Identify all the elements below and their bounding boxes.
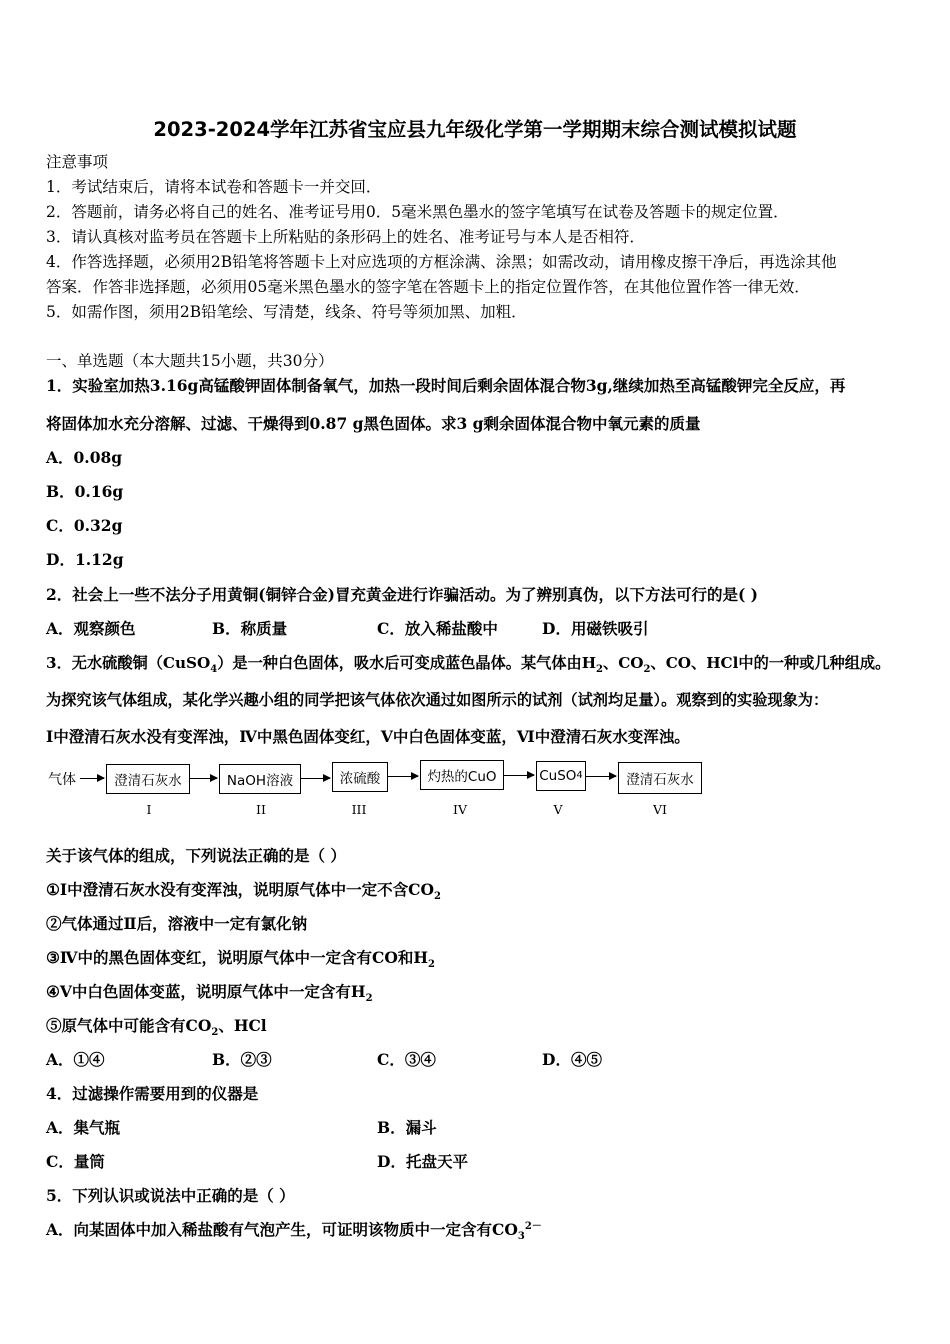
q1-option-d: D．1.12g	[46, 550, 124, 569]
box-limewater-1: 澄清石灰水	[106, 764, 190, 794]
q3-option-a: A．①④	[46, 1050, 105, 1069]
notice-item-5: 5．如需作图，须用2B铅笔绘、写清楚，线条、符号等须加黑、加粗．	[46, 303, 527, 321]
box-hot-cuo: 灼热的CuO	[420, 760, 504, 790]
q3-statement-4: ④V中白色固体变蓝，说明原气体中一定含有$H_2$	[46, 982, 373, 1005]
q4-option-b: B．漏斗	[377, 1118, 437, 1137]
notice-item-4: 4．作答选择题，必须用2B铅笔将答题卡上对应选项的方框涂满、涂黑；如需改动，请用橡皮擦干净后，再选涂其他	[46, 253, 837, 271]
arrow-icon	[80, 778, 104, 779]
q3-statement-2: ②气体通过Ⅱ后，溶液中一定有氯化钠	[46, 914, 308, 933]
box-cuso4: CuSO 4	[536, 761, 586, 791]
arrow-icon	[586, 776, 616, 777]
q3-option-b: B．②③	[212, 1050, 272, 1069]
label-iv: IV	[453, 802, 467, 817]
q3-statement-5: ⑤原气体中可能含有$CO_2$、HCl	[46, 1016, 267, 1039]
q5-option-a: A．向某固体中加入稀盐酸有气泡产生，可证明该物质中一定含有$CO_3^{2-}$	[46, 1220, 542, 1243]
box-naoh: NaOH溶液	[219, 764, 301, 794]
notice-item-3: 3．请认真核对监考员在答题卡上所粘贴的条形码上的姓名、准考证号与本人是否相符．	[46, 228, 645, 246]
q4-option-d: D．托盘天平	[377, 1152, 468, 1171]
q3-statement-3: ③Ⅳ中的黑色固体变红，说明原气体中一定含有CO和$H_2$	[46, 948, 435, 971]
q1-stem-line2: 将固体加水充分溶解、过滤、干燥得到0.87 g黑色固体。求3 g剩余固体混合物中氧元素的质量	[46, 414, 701, 433]
q2-option-d: D．用磁铁吸引	[542, 619, 649, 638]
arrow-icon	[504, 775, 534, 776]
label-i: I	[146, 802, 152, 817]
q3-ask: 关于该气体的组成，下列说法正确的是（ ）	[46, 846, 346, 865]
q3-stem-line1: 3．无水硫酸铜（CuSO$_4$）是一种白色固体，吸水后可变成蓝色晶体。某气体由$H_2$、$CO_2$、CO、HCl中的一种或几种组成。	[46, 654, 891, 676]
label-vi: VI	[653, 802, 667, 817]
gas-inlet-label: 气体	[48, 772, 76, 788]
q2-option-a: A．观察颜色	[46, 619, 136, 638]
q4-option-a: A．集气瓶	[46, 1118, 121, 1137]
box-limewater-2: 澄清石灰水	[618, 762, 702, 794]
q3-option-d: D．④⑤	[542, 1050, 602, 1069]
q4-stem: 4．过滤操作需要用到的仪器是	[46, 1084, 259, 1103]
q3-stem-line3: I中澄清石灰水没有变浑浊，Ⅳ中黑色固体变红，V中白色固体变蓝，Ⅵ中澄清石灰水变浑浊。	[46, 727, 690, 746]
q4-option-c: C．量筒	[46, 1152, 105, 1171]
q2-option-c: C．放入稀盐酸中	[377, 619, 498, 638]
label-iii: III	[351, 802, 367, 817]
notice-item-2: 2．答题前，请务必将自己的姓名、准考证号用0．5毫米黑色墨水的签字笔填写在试卷及答题卡的规定位置．	[46, 203, 789, 221]
q1-option-b: B．0.16g	[46, 482, 124, 501]
q5-stem: 5．下列认识或说法中正确的是（ ）	[46, 1186, 295, 1205]
arrow-icon	[301, 778, 330, 779]
notice-heading: 注意事项	[46, 153, 109, 171]
q2-option-b: B．称质量	[212, 619, 288, 638]
q2-stem: 2．社会上一些不法分子用黄铜(铜锌合金)冒充黄金进行诈骗活动。为了辨别真伪，以下方法可行的是( )	[46, 585, 759, 604]
q1-stem-line1: 1．实验室加热3.16g高锰酸钾固体制备氧气，加热一段时间后剩余固体混合物3g,继续加热至高锰酸钾完全反应，再	[46, 376, 846, 395]
q3-stem-line2: 为探究该气体组成，某化学兴趣小组的同学把该气体依次通过如图所示的试剂（试剂均足量）。观察到的实验现象为：	[46, 691, 829, 709]
q3-option-c: C．③④	[377, 1050, 436, 1069]
box-sulfuric-acid: 浓硫酸	[332, 762, 388, 792]
arrow-icon	[388, 776, 418, 777]
label-ii: II	[256, 802, 266, 817]
notice-item-4-cont: 答案．作答非选择题，必须用05毫米黑色墨水的签字笔在答题卡上的指定位置作答，在其他位置作答一律无效．	[46, 278, 810, 296]
arrow-icon	[190, 778, 217, 779]
q3-statement-1: ①I中澄清石灰水没有变浑浊，说明原气体中一定不含$CO_2$	[46, 880, 441, 903]
page-title: 2023-2024学年江苏省宝应县九年级化学第一学期期末综合测试模拟试题	[153, 118, 797, 141]
q1-option-a: A．0.08g	[46, 448, 123, 467]
q1-option-c: C．0.32g	[46, 516, 123, 535]
section-heading: 一、单选题（本大题共15小题，共30分）	[46, 352, 334, 370]
notice-item-1: 1．考试结束后，请将本试卷和答题卡一并交回．	[46, 178, 382, 196]
label-v: V	[553, 802, 563, 817]
